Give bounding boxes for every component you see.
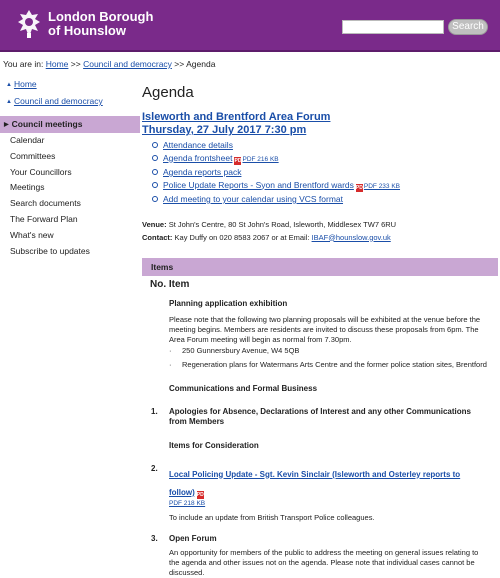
search-input[interactable] xyxy=(342,20,444,34)
link-add-calendar[interactable] xyxy=(152,193,498,206)
link-frontsheet-label[interactable]: Agenda frontsheet xyxy=(163,152,233,163)
agenda-item-3 xyxy=(142,534,498,578)
sidebar-link-council[interactable]: Council and democracy xyxy=(13,96,103,106)
item-2-text: To include an update from British Transport Police colleagues. xyxy=(169,512,375,522)
link-police-update[interactable] xyxy=(152,179,498,194)
sidebar-item-council[interactable] xyxy=(6,93,140,110)
agenda-item-1 xyxy=(142,407,498,427)
brand-name xyxy=(48,10,153,38)
item-number: 3. xyxy=(151,533,158,543)
brand-line-2: of Hounslow xyxy=(48,23,126,38)
link-police-update-label[interactable]: Police Update Reports - Syon and Brentford wards xyxy=(163,179,354,190)
pdf-size[interactable]: PDF 216 KB xyxy=(242,155,279,163)
search-button[interactable]: Search xyxy=(448,19,488,35)
breadcrumb-home-link[interactable]: Home xyxy=(45,59,69,69)
sidebar-item-search-documents[interactable]: Search documents xyxy=(10,198,81,209)
borough-crest-icon xyxy=(16,9,42,39)
sidebar-item-home[interactable] xyxy=(6,76,140,93)
consideration-heading: Items for Consideration xyxy=(169,440,259,450)
planning-bullet-1-text: 250 Gunnersbury Avenue, W4 5QB xyxy=(182,345,300,355)
triangle-up-icon: ▲ xyxy=(6,99,12,105)
sidebar-item-forward-plan[interactable]: The Forward Plan xyxy=(10,213,78,224)
breadcrumb-prefix: You are in: xyxy=(3,59,44,69)
pdf-icon: PDF xyxy=(196,491,207,498)
circle-bullet-icon xyxy=(152,142,158,148)
triangle-up-icon: ▲ xyxy=(6,82,12,88)
site-logo[interactable] xyxy=(16,9,153,39)
link-attendance[interactable] xyxy=(152,139,498,152)
link-reports-pack[interactable] xyxy=(152,166,498,179)
item-3-title: Open Forum xyxy=(169,533,217,543)
items-header-bar: Items xyxy=(142,258,498,276)
sidebar-link-home[interactable]: Home xyxy=(13,79,37,89)
contact-email-link[interactable]: IBAF@hounslow.gov.uk xyxy=(311,232,391,242)
items-column-header xyxy=(142,279,498,290)
link-reports-pack-label[interactable]: Agenda reports pack xyxy=(163,167,242,177)
item-number: 1. xyxy=(151,406,158,416)
venue-text: St John's Centre, 80 St John's Road, Isleworth, Middlesex TW7 6RU xyxy=(168,219,397,229)
sidebar-top-links xyxy=(0,76,140,110)
item-3-body xyxy=(169,534,489,578)
communications-heading: Communications and Formal Business xyxy=(169,383,318,393)
site-header xyxy=(0,0,500,52)
item-3-text: An opportunity for members of the public to address the meeting on general issues relating to the agenda and other issues not on the agenda. Please note that individual cases cannot be discussed. xyxy=(169,547,479,577)
meeting-links xyxy=(152,139,498,206)
venue-label: Venue: xyxy=(142,219,167,229)
breadcrumb xyxy=(3,59,215,69)
planning-bullet-2-text: Regeneration plans for Watermans Arts Centre and the former police station sites, Brentford xyxy=(182,359,487,369)
sidebar-active-label: Council meetings xyxy=(11,119,83,129)
item-2-title-link[interactable]: Local Policing Update - Sgt. Kevin Sinclair (Isleworth and Osterley reports to follow) xyxy=(169,469,461,497)
item-2-pdf-size[interactable]: PDF 218 KB xyxy=(169,499,206,507)
pdf-size[interactable]: PDF 233 KB xyxy=(363,182,401,190)
brand-line-1: London Borough xyxy=(48,9,154,24)
contact-text: Kay Duffy on 020 8583 2067 or at Email: xyxy=(174,232,310,242)
venue-contact xyxy=(142,218,498,244)
link-attendance-label[interactable]: Attendance details xyxy=(163,140,233,150)
agenda-item-2 xyxy=(142,464,498,523)
sidebar-item-calendar[interactable]: Calendar xyxy=(10,135,45,145)
circle-bullet-icon xyxy=(152,155,158,161)
sidebar-item-meetings[interactable]: Meetings xyxy=(10,182,45,193)
forum-heading[interactable] xyxy=(142,111,498,137)
sidebar-item-committees[interactable]: Committees xyxy=(10,150,56,161)
planning-bullet-2: · Regeneration plans for Watermans Arts Centre and the former police station sites, Brentford xyxy=(169,359,487,369)
triangle-right-icon: ▶ xyxy=(4,122,9,128)
breadcrumb-council-link[interactable]: Council and democracy xyxy=(83,59,172,69)
contact-line xyxy=(142,231,498,244)
venue-line xyxy=(142,218,498,231)
breadcrumb-separator: >> xyxy=(174,59,185,69)
sidebar xyxy=(0,76,140,259)
page-title: Agenda xyxy=(142,84,194,101)
circle-bullet-icon xyxy=(152,169,158,175)
planning-section xyxy=(142,299,498,370)
link-add-calendar-label[interactable]: Add meeting to your calendar using VCS format xyxy=(163,194,344,204)
breadcrumb-current: Agenda xyxy=(186,59,216,69)
forum-name[interactable]: Isleworth and Brentford Area Forum xyxy=(142,111,331,123)
item-1-title: Apologies for Absence, Declarations of Interest and any other Communications from Members xyxy=(169,406,471,426)
link-frontsheet[interactable] xyxy=(152,152,498,167)
sidebar-item-subscribe[interactable]: Subscribe to updates xyxy=(10,245,90,256)
forum-date[interactable]: Thursday, 27 July 2017 7:30 pm xyxy=(142,124,307,136)
column-no: No. xyxy=(150,278,167,290)
circle-bullet-icon xyxy=(152,182,158,188)
sidebar-list xyxy=(0,133,140,259)
pdf-icon: PDF xyxy=(355,184,366,191)
planning-bullet-1: · 250 Gunnersbury Avenue, W4 5QB xyxy=(169,345,300,355)
contact-label: Contact: xyxy=(142,232,173,242)
planning-heading: Planning application exhibition xyxy=(169,298,288,308)
sidebar-item-councillors[interactable]: Your Councillors xyxy=(10,166,72,177)
item-2-body xyxy=(169,464,485,523)
column-item: Item xyxy=(168,278,190,290)
sidebar-item-whats-new[interactable]: What's new xyxy=(10,229,54,240)
circle-bullet-icon xyxy=(152,196,158,202)
planning-text: Please note that the following two planning proposals will be exhibited at the venue before the meeting begins. Members are residents are invited to discuss these proposals from 6pm. The Area Forum meeting will begin as normal from 7.30pm. xyxy=(169,314,481,344)
breadcrumb-separator: >> xyxy=(70,59,81,69)
main-content xyxy=(142,84,498,578)
item-number: 2. xyxy=(151,463,158,473)
pdf-icon: PDF xyxy=(234,157,245,164)
sidebar-item-council-meetings[interactable] xyxy=(0,116,140,133)
